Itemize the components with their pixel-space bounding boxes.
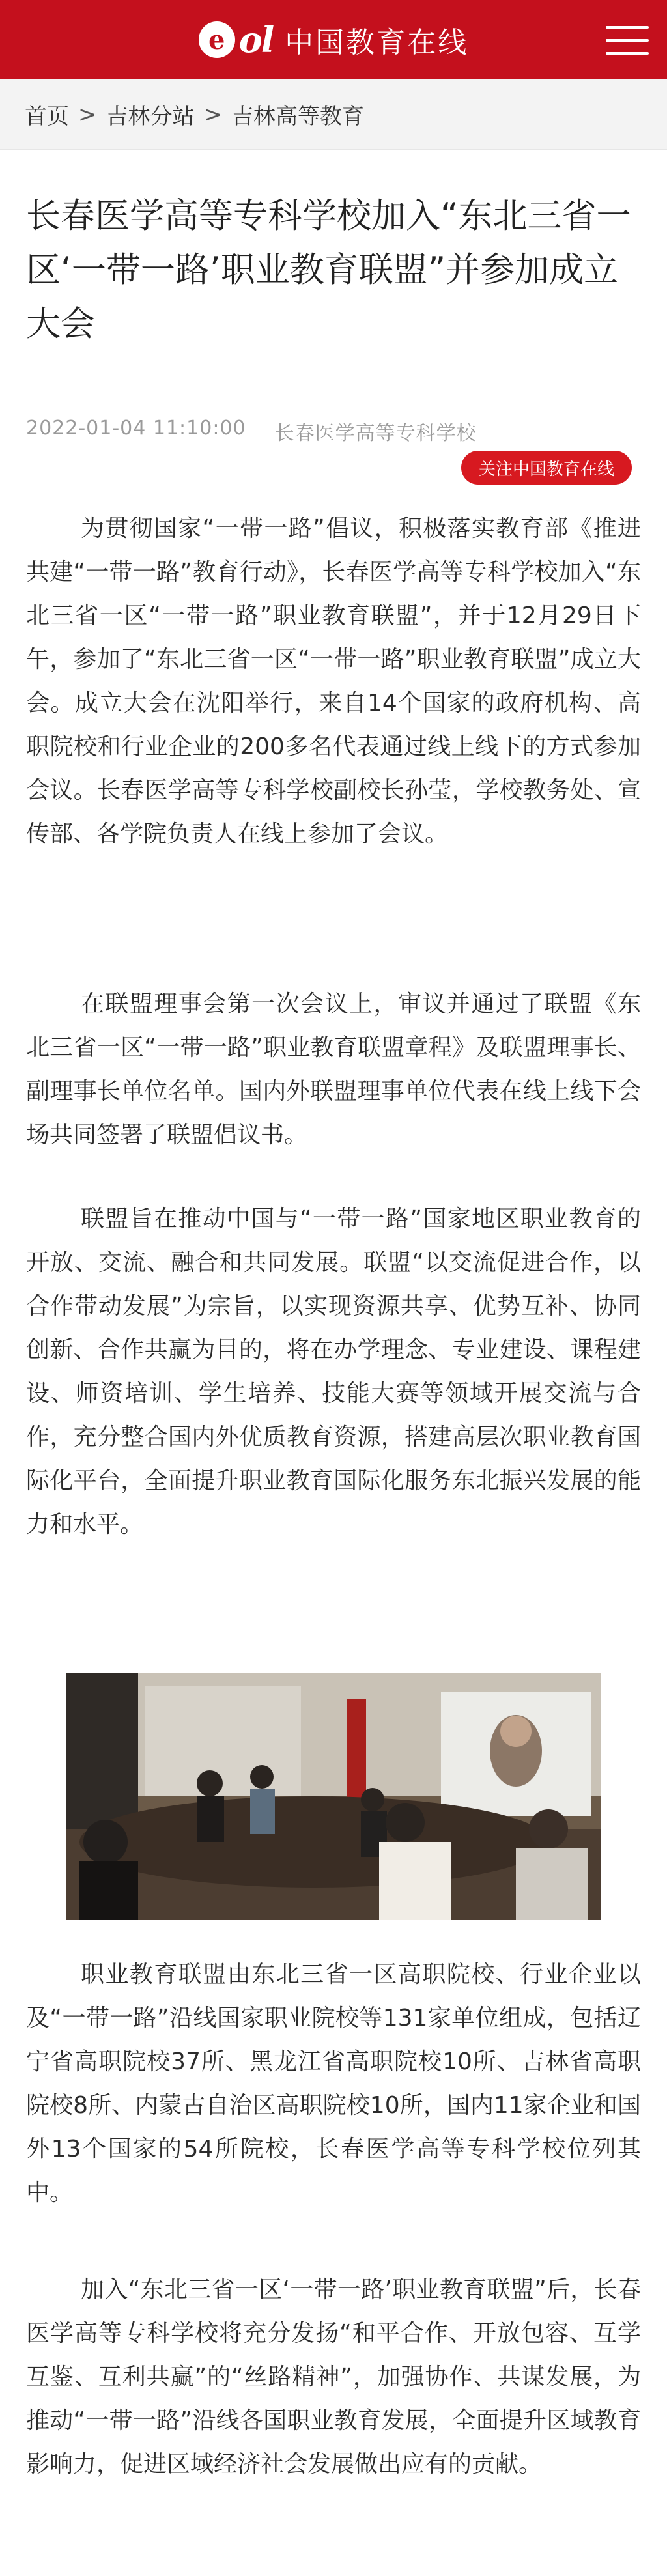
publish-date: 2022-01-04 11:10:00 — [26, 417, 246, 440]
breadcrumb-separator: > — [203, 101, 222, 128]
article-paragraph: 在联盟理事会第一次会议上，审议并通过了联盟《东北三省一区“一带一路”职业教育联盟章程》及联盟理事长、副理事长单位名单。国内外联盟理事单位代表在线上线下会场共同签署了联盟倡议书。 — [26, 991, 641, 1148]
article-paragraph: 职业教育联盟由东北三省一区高职院校、行业企业以及“一带一路”沿线国家职业院校等131家单位组成，包括辽宁省高职院校37所、黑龙江省高职院校10所、吉林省高职院校8所、内蒙古自治区高职院校10所，国内11家企业和国外13个国家的54所院校，长春医学高等专科学校位列其中。 — [26, 1961, 641, 2206]
site-name: 中国教育在线 — [285, 26, 469, 59]
article-meta — [26, 417, 641, 446]
article-paragraph: 联盟旨在推动中国与“一带一路”国家地区职业教育的开放、交流、融合和共同发展。联盟“以交流促进合作，以合作带动发展”为宗旨，以实现资源共享、优势互补、协同创新、合作共赢为目的，将在办学理念、专业建设、课程建设、师资培训、学生培养、技能大赛等领域开展交流与合作，充分整合国内外优质教育资源，搭建高层次职业教育国际化平台，全面提升职业教育国际化服务东北振兴发展的能力和水平。 — [26, 1206, 641, 1538]
article-source: 长春医学高等专科学校 — [274, 422, 477, 445]
meeting-room-photo — [66, 1673, 601, 1920]
site-logo[interactable] — [199, 19, 469, 61]
article-title: 长春医学高等专科学校加入“东北三省一区‘一带一路’职业教育联盟”并参加成立大会 — [26, 196, 631, 344]
article-paragraph: 为贯彻国家“一带一路”倡议，积极落实教育部《推进共建“一带一路”教育行动》，长春医学高等专科学校加入“东北三省一区“一带一路”职业教育联盟”，并于12月29日下午，参加了“东北三省一区“一带一路”职业教育联盟”成立大会。成立大会在沈阳举行，来自14个国家的政府机构、高职院校和行业企业的200多名代表通过线上线下的方式参加会议。长春医学高等专科学校副校长孙莹，学校教务处、宣传部、各学院负责人在线上参加了会议。 — [26, 515, 641, 847]
eol-logo-mark: e ol — [199, 21, 274, 58]
article-photo — [66, 1673, 601, 1920]
top-header-bar — [0, 0, 667, 79]
breadcrumb — [0, 79, 667, 150]
article-paragraph: 加入“东北三省一区‘一带一路’职业教育联盟”后，长春医学高等专科学校将充分发扬“和平合作、开放包容、互学互鉴、互利共赢”的“丝路精神”，加强协作、共谋发展，为推动“一带一路”沿线各国职业教育发展，全面提升区域教育影响力，促进区域经济社会发展做出应有的贡献。 — [26, 2276, 641, 2478]
breadcrumb-home[interactable]: 首页 — [25, 104, 69, 130]
breadcrumb-separator: > — [78, 101, 97, 128]
breadcrumb-jilin-branch[interactable]: 吉林分站 — [106, 104, 195, 130]
hamburger-menu-icon[interactable] — [606, 23, 649, 57]
follow-button[interactable]: 关注中国教育在线 — [461, 451, 632, 485]
breadcrumb-jilin-higher-education[interactable]: 吉林高等教育 — [231, 104, 364, 130]
